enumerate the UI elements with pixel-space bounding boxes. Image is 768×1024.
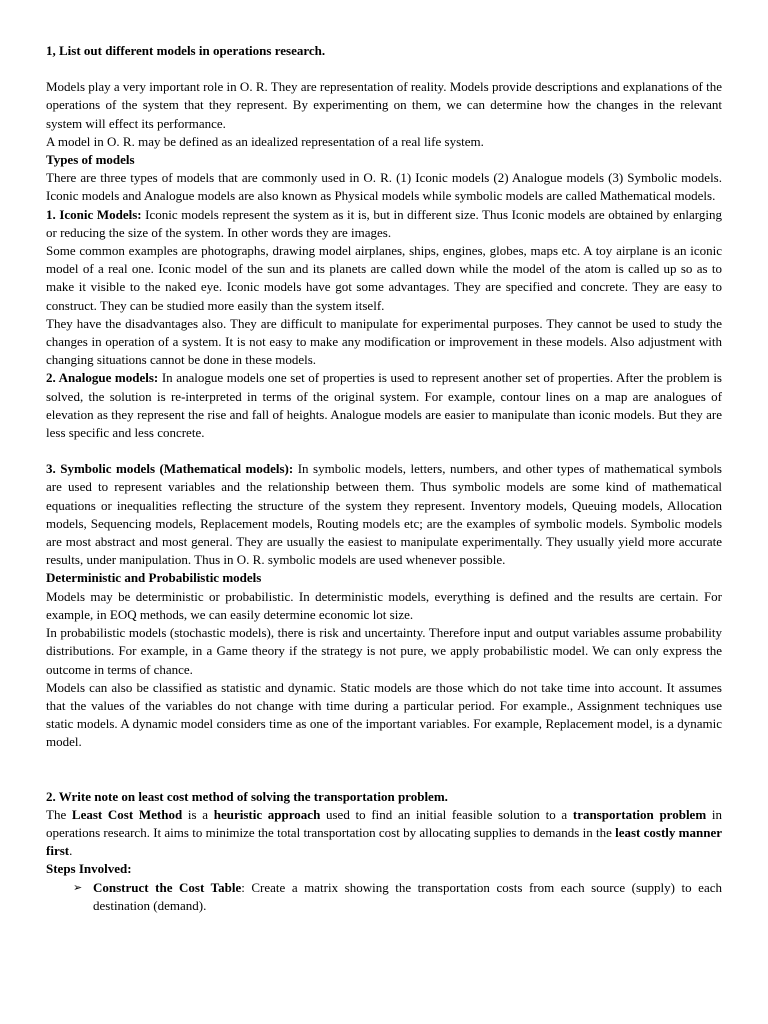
iconic-examples-paragraph: Some common examples are photographs, drawing model airplanes, ships, engines, globes, maps etc. A toy airplane is an iconic model of a real one. Iconic model of the sun and its planets are called down while the model of the atom is called up so as to make it visible to the naked eye. Iconic models have got some advantages. They are specified and concrete. They are easy to construct. They can be studied more easily than the system itself. [46,243,722,313]
iconic-text: Iconic models represent the system as it is, but in different size. Thus Iconic models are obtained by enlarging or reducing the size of the system. In other words they are images. [46,206,722,240]
iconic-paragraph [46,206,722,242]
q1-intro-paragraph: Models play a very important role in O. R. They are representation of reality. Models provide descriptions and explanations of the operations of the system that they represent. By experimenting on them, we can determine how the changes in the relevant system will effect its performance. [46,79,722,131]
text-run: The [46,806,72,822]
text-run: is a [182,806,214,822]
text-run: in operations research. It aims to minimize the total transportation cost by allocating supplies to demands in the [46,806,722,840]
heuristic-term: heuristic approach [213,806,321,822]
iconic-label: 1. Iconic Models: [46,206,142,222]
text-run: . [69,843,73,859]
deterministic-paragraph: Models may be deterministic or probabilistic. In deterministic models, everything is defined and the results are certain. For example, in EOQ methods, we can easily determine economic lot size. [46,588,722,622]
spacer [46,60,722,78]
step-text: : Create a matrix showing the transportation costs from each source (supply) to each destination (demand). [93,879,722,913]
step-label: Construct the Cost Table [93,879,242,895]
analogue-paragraph [46,369,722,442]
spacer [46,752,722,788]
step-item [73,879,722,915]
lcm-paragraph [46,806,722,861]
symbolic-label: 3. Symbolic models (Mathematical models): [46,461,294,477]
iconic-disadvantages-paragraph: They have the disadvantages also. They are difficult to manipulate for experimental purposes. They cannot be used to study the changes in operation of a system. It is not easy to make any modification or improvement in these models. Also adjustment with changing situations cannot be done in these models. [46,315,722,368]
steps-list [46,879,722,915]
deterministic-heading: Deterministic and Probabilistic models [46,570,262,586]
analogue-text: In analogue models one set of properties is used to represent another set of properties. After the problem is solved, the solution is re-interpreted in terms of the original system. For example, contour lines on a map are analogues of elevation as they represent the rise and fall of heights. Analogue models are easier to manipulate than iconic models. But they are less specific and less concrete. [46,370,722,441]
spacer [46,442,722,460]
symbolic-text: In symbolic models, letters, numbers, and other types of mathematical symbols are used to represent variables and the relationship between them. Thus symbolic models are some kind of mathematical equations or inequalities reflecting the structure of the system they represent. Inventory models, Queuing models, Allocation models, Sequencing models, Replacement models, Routing models etc; are the examples of symbolic models. Symbolic models are most abstract and most general. They are usually the easiest to manipulate experimentally. They usually yield more accurate results, under manipulation. Thus in O. R. symbolic models are used whenever possible. [46,461,722,568]
probabilistic-paragraph: In probabilistic models (stochastic models), there is risk and uncertainty. Therefore input and output variables assume probability distributions. For example, in a Game theory if the strategy is not pure, we apply probabilistic model. We can only express the outcome in terms of chance. [46,625,722,677]
steps-heading: Steps Involved: [46,861,132,877]
types-paragraph: There are three types of models that are commonly used in O. R. (1) Iconic models (2) Analogue models (3) Symbolic models. Iconic models and Analogue models are also known as Physical models while symbolic models are called Mathematical models. [46,170,722,204]
q1-definition-paragraph: A model in O. R. may be defined as an idealized representation of a real life system. [46,133,484,149]
q1-title: 1, List out different models in operations research. [46,43,326,58]
text-run: used to find an initial feasible solution to a [320,806,573,822]
lcm-term: Least Cost Method [71,806,183,822]
types-heading: Types of models [46,152,135,168]
least-costly-term: least costly manner first [46,824,722,859]
arrow-bullet-icon: ➢ [73,880,83,894]
transportation-term: transportation problem [572,806,707,822]
symbolic-paragraph [46,460,722,569]
analogue-label: 2. Analogue models: [46,370,159,386]
q2-title: 2. Write note on least cost method of solving the transportation problem. [46,788,448,804]
static-dynamic-paragraph: Models can also be classified as statistic and dynamic. Static models are those which do not take time into account. It assumes that the values of the variables do not change with time during a particular period. For example., Assignment techniques use static models. A dynamic model considers time as one of the important variables. For example, Replacement model, is a dynamic model. [46,679,722,750]
